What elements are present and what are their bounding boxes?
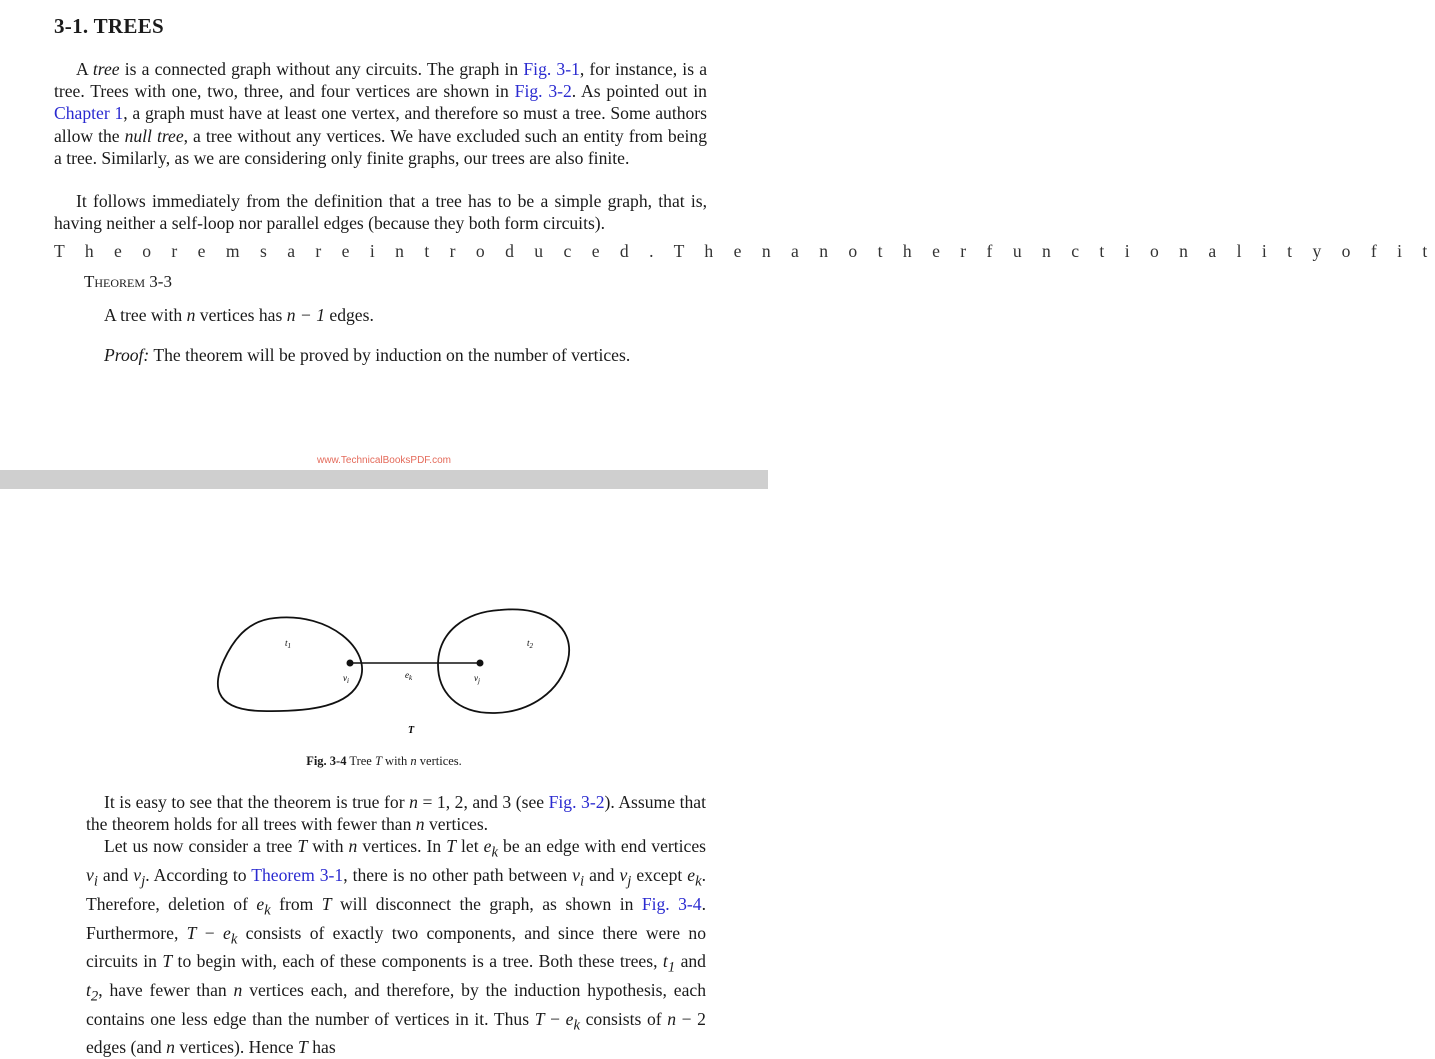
text: has bbox=[307, 1037, 336, 1058]
figure-tree-diagram bbox=[0, 560, 768, 760]
math: $t_1$ bbox=[662, 951, 676, 976]
text: A tree with bbox=[104, 305, 187, 325]
watermark: www.TechnicalBooksPDF.com bbox=[317, 455, 451, 466]
proof-text: The theorem will be proved by induction on the number of vertices. bbox=[149, 345, 631, 365]
text: − 2 edges (and bbox=[86, 1008, 706, 1058]
text: , there is no other path between bbox=[343, 865, 573, 886]
label-T: T bbox=[408, 725, 415, 736]
math: n bbox=[348, 836, 358, 857]
proof-body bbox=[86, 791, 706, 1059]
math: $v_i$ bbox=[86, 865, 98, 890]
text: will disconnect the graph, as shown in bbox=[331, 893, 642, 914]
text: vertices. In bbox=[357, 836, 447, 857]
section-title: 3-1. TREES bbox=[54, 14, 164, 38]
text: , have fewer than bbox=[98, 980, 234, 1000]
text: , for instance, is a tree. Trees with one, two, three, and four vertices are shown in bbox=[54, 59, 708, 102]
paragraph-tree-definition bbox=[54, 58, 707, 169]
text: from bbox=[270, 893, 322, 914]
text: and bbox=[97, 865, 134, 886]
theorem-heading bbox=[84, 272, 172, 292]
math: $v_i$ bbox=[572, 865, 585, 890]
math: n bbox=[667, 1008, 677, 1029]
math-expr: n − 1 bbox=[286, 305, 325, 325]
paragraph-simple-graph bbox=[54, 190, 707, 234]
math: T bbox=[534, 1008, 545, 1029]
math-T: T bbox=[374, 754, 382, 768]
text: − bbox=[544, 1008, 566, 1029]
component-t1-outline bbox=[218, 617, 362, 711]
math: $t_2$ bbox=[86, 980, 99, 1005]
text: is a connected graph without any circuits. The graph in bbox=[119, 59, 524, 79]
text: ). Assume that the theorem holds for all trees with fewer than bbox=[86, 792, 706, 835]
term-null-tree: null tree bbox=[124, 125, 184, 146]
math: T bbox=[297, 836, 308, 857]
math: n bbox=[233, 980, 243, 1000]
figure-caption bbox=[0, 754, 768, 769]
text: edges. bbox=[325, 305, 374, 325]
text: to begin with, each of these components is a tree. Both these trees, bbox=[172, 951, 663, 972]
text: be an edge with end vertices bbox=[497, 836, 706, 857]
component-t2-outline bbox=[438, 609, 569, 713]
math: n bbox=[166, 1037, 175, 1058]
text: with bbox=[307, 836, 349, 857]
text: vertices. bbox=[416, 754, 462, 768]
text: vertices). Hence bbox=[174, 1037, 299, 1058]
text: consists of exactly two components, and since there were no circuits in bbox=[86, 922, 706, 972]
theorem-statement bbox=[104, 305, 374, 326]
math: T bbox=[162, 951, 173, 972]
text: A bbox=[76, 59, 93, 79]
text: − bbox=[196, 922, 224, 943]
link-fig-3-2[interactable]: Fig. 3-2 bbox=[514, 81, 572, 102]
text: and bbox=[675, 951, 706, 972]
math: T bbox=[321, 893, 332, 914]
link-fig-3-1[interactable]: Fig. 3-1 bbox=[523, 59, 580, 79]
label-ek: $e_k$ bbox=[405, 670, 413, 682]
caption-number: Fig. 3-4 bbox=[306, 754, 347, 768]
text: , a tree without any vertices. We have excluded such an entity from being a tree. Similarly, as we are considering only finite graphs, our trees are also finite. bbox=[54, 125, 707, 168]
page-separator bbox=[0, 470, 768, 489]
text: and bbox=[584, 865, 620, 886]
label-t1: $t_1$ bbox=[285, 638, 292, 650]
math-n: n bbox=[410, 754, 417, 768]
math: $e_k$ bbox=[223, 922, 238, 948]
math: T bbox=[446, 836, 456, 857]
text: except bbox=[631, 865, 688, 886]
text: . Furthermore, bbox=[86, 893, 706, 943]
proof-paragraph-induction bbox=[86, 835, 706, 1058]
text: vertices. bbox=[424, 814, 489, 835]
text: . Therefore, deletion of bbox=[86, 865, 707, 914]
text: , a graph must have at least one vertex, and therefore so must a tree. Some authors allow the bbox=[54, 103, 708, 146]
link-fig-3-2[interactable]: Fig. 3-2 bbox=[548, 792, 605, 812]
math-n: n bbox=[186, 305, 196, 325]
math: $v_j$ bbox=[133, 865, 146, 890]
text: vertices each, and therefore, by the induction hypothesis, each contains one less edge than the number of vertices in it. Thus bbox=[86, 980, 706, 1029]
clipped-text: T h e o r e m s a r e i n t r o d u c e d . T h e n a n o t h e r f u n c t i o n a l i t y o f i t bbox=[54, 241, 1435, 261]
math: T bbox=[186, 922, 197, 943]
text: It is easy to see that the theorem is true for bbox=[104, 792, 410, 812]
math: $e_k$ bbox=[687, 865, 702, 890]
proof-label: Proof: bbox=[104, 345, 150, 365]
math: $v_j$ bbox=[619, 865, 632, 890]
text: Tree bbox=[346, 754, 375, 768]
text: = 1, 2, and 3 (see bbox=[417, 792, 549, 812]
vertex-vi bbox=[347, 660, 354, 667]
link-fig-3-4[interactable]: Fig. 3-4 bbox=[641, 893, 702, 914]
text: . As pointed out in bbox=[571, 81, 707, 102]
label-vj: $v_j$ bbox=[474, 673, 480, 685]
math: $e_k$ bbox=[483, 836, 498, 861]
math: T bbox=[298, 1037, 308, 1058]
theorem-label: Theorem 3-3 bbox=[84, 272, 172, 291]
label-vi: $v_i$ bbox=[343, 673, 349, 685]
text: vertices has bbox=[195, 305, 287, 325]
link-chapter-1[interactable]: Chapter 1 bbox=[54, 103, 124, 124]
text: It follows immediately from the definition that a tree has to be a simple graph, that is, having neither a self-loop nor parallel edges (because they both form circuits). bbox=[54, 191, 707, 234]
proof-line bbox=[104, 345, 630, 366]
math: n bbox=[415, 814, 425, 835]
text: with bbox=[381, 754, 411, 768]
proof-paragraph-base bbox=[86, 791, 706, 835]
link-theorem-3-1[interactable]: Theorem 3-1 bbox=[251, 865, 344, 886]
term-tree: tree bbox=[92, 59, 120, 79]
text: Let us now consider a tree bbox=[104, 836, 298, 857]
label-t2: $t_2$ bbox=[527, 638, 534, 650]
clipped-text-line bbox=[54, 241, 1435, 261]
text: . According to bbox=[145, 865, 252, 886]
vertex-vj bbox=[477, 660, 484, 667]
math: n bbox=[409, 792, 418, 812]
math: $e_k$ bbox=[256, 893, 271, 919]
text: let bbox=[456, 836, 484, 857]
text: consists of bbox=[579, 1008, 668, 1029]
math: $e_k$ bbox=[565, 1008, 580, 1034]
